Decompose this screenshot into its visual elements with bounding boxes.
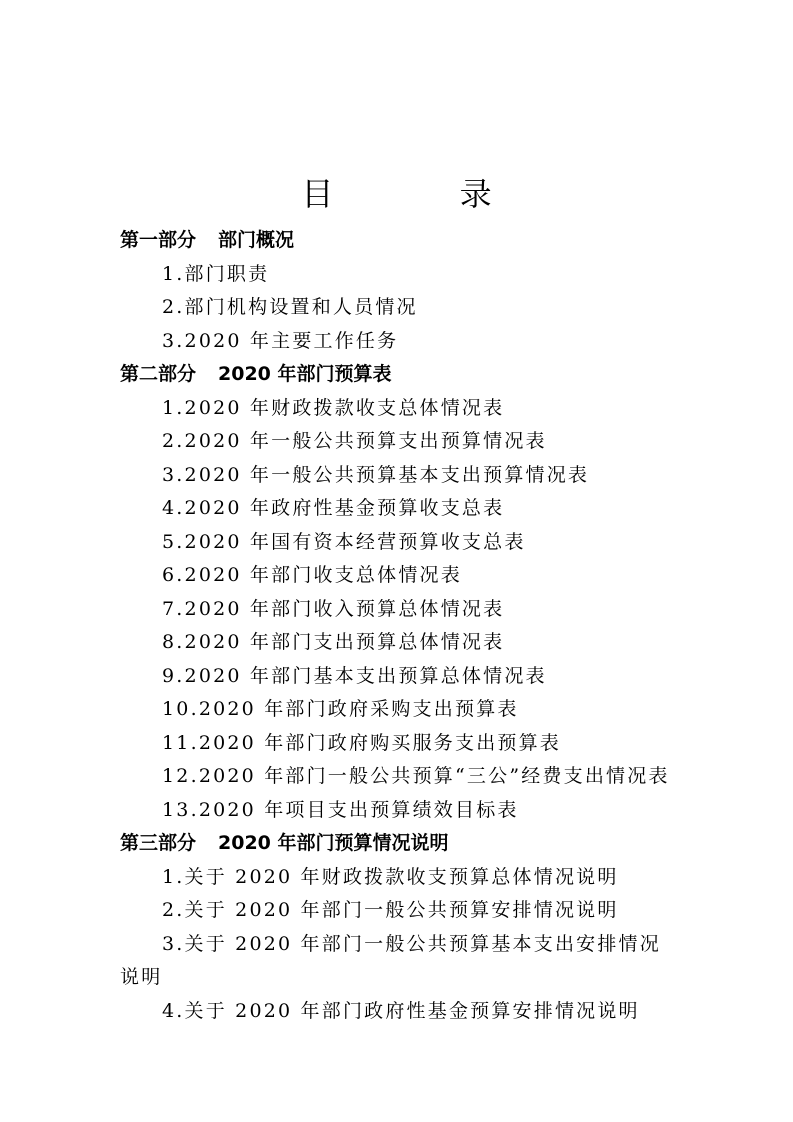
toc-item[interactable]: 2.2020 年一般公共预算支出预算情况表 [162, 430, 547, 452]
toc-item[interactable]: 1.2020 年财政拨款收支总体情况表 [162, 396, 505, 419]
toc-item[interactable]: 7.2020 年部门收入预算总体情况表 [162, 597, 505, 620]
section-name: 部门概况 [218, 229, 295, 251]
toc-item[interactable]: 12.2020 年部门一般公共预算“三公”经费支出情况表 [162, 765, 670, 787]
toc-item[interactable]: 1.关于 2020 年财政拨款收支预算总体情况说明 [162, 865, 619, 888]
toc-item[interactable]: 6.2020 年部门收支总体情况表 [162, 564, 462, 586]
toc-item[interactable]: 4.2020 年政府性基金预算收支总表 [162, 497, 505, 519]
toc-section-1[interactable] [120, 224, 680, 258]
toc-item[interactable]: 2.关于 2020 年部门一般公共预算安排情况说明 [162, 899, 619, 921]
toc-section-3[interactable] [120, 827, 680, 861]
toc-item[interactable]: 3.关于 2020 年部门一般公共预算基本支出安排情况说明 [120, 932, 661, 988]
toc-item[interactable]: 1.部门职责 [162, 262, 270, 285]
toc-item[interactable]: 13.2020 年项目支出预算绩效目标表 [162, 798, 519, 821]
section-name: 2020 年部门预算情况说明 [218, 832, 449, 854]
toc-item[interactable]: 11.2020 年部门政府购买服务支出预算表 [162, 731, 562, 754]
toc-item[interactable]: 3.2020 年一般公共预算基本支出预算情况表 [162, 463, 590, 486]
section-label: 第二部分 [120, 363, 197, 385]
section-name: 2020 年部门预算表 [218, 363, 392, 385]
section-label: 第一部分 [120, 229, 197, 251]
toc-item[interactable]: 5.2020 年国有资本经营预算收支总表 [162, 530, 526, 553]
toc-item[interactable]: 4.关于 2020 年部门政府性基金预算安排情况说明 [162, 999, 640, 1022]
section-label: 第三部分 [120, 832, 197, 854]
toc-item[interactable]: 10.2020 年部门政府采购支出预算表 [162, 698, 519, 720]
toc-item[interactable]: 9.2020 年部门基本支出预算总体情况表 [162, 664, 547, 687]
toc-item[interactable]: 3.2020 年主要工作任务 [162, 329, 399, 352]
toc-section-2[interactable] [120, 358, 680, 392]
table-of-contents [120, 224, 680, 1028]
toc-item[interactable]: 2.部门机构设置和人员情况 [162, 296, 418, 318]
toc-item[interactable]: 8.2020 年部门支出预算总体情况表 [162, 631, 505, 653]
toc-title: 目 录 [301, 175, 550, 213]
